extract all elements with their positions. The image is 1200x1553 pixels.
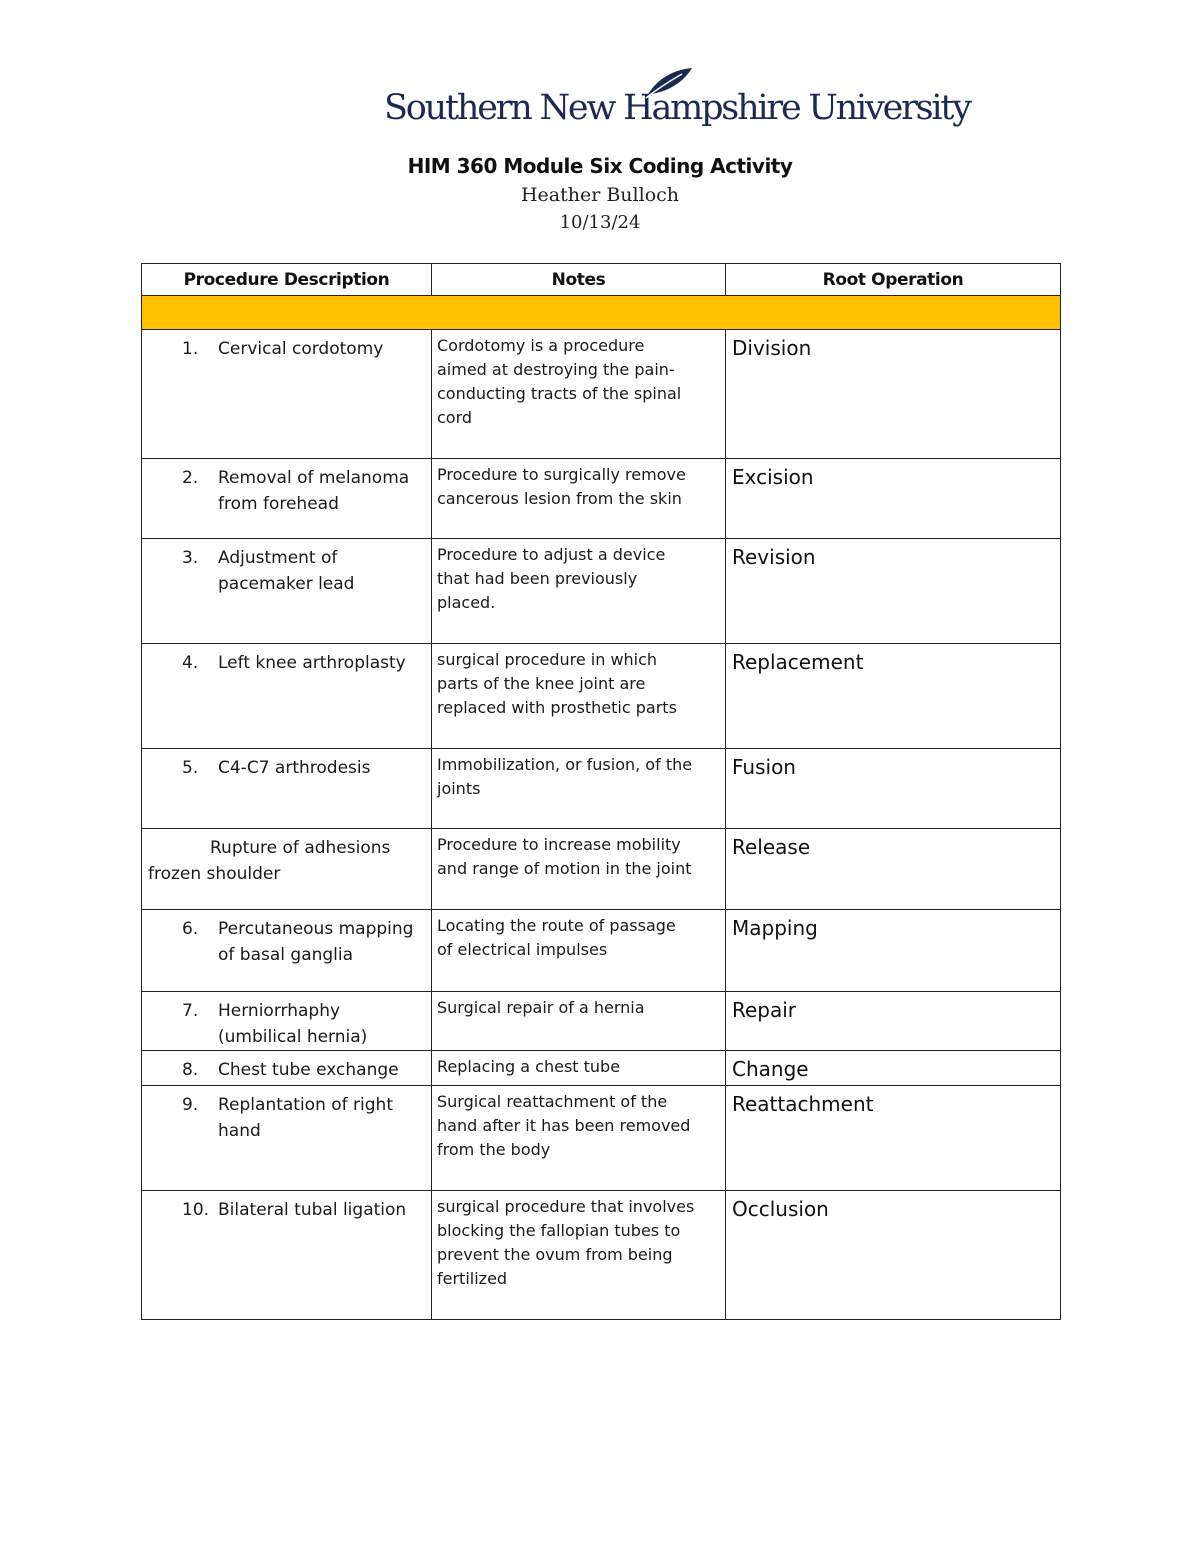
notes-cell: Immobilization, or fusion, of the joints <box>432 749 726 829</box>
notes-cell: Surgical reattachment of the hand after it has been removed from the body <box>432 1086 726 1191</box>
procedure-cell <box>142 539 432 644</box>
table-row <box>142 644 1061 749</box>
procedure-cell <box>142 644 432 749</box>
procedure-cell <box>142 992 432 1051</box>
procedure-number: 3. <box>182 548 199 568</box>
procedure-cell <box>142 1191 432 1320</box>
procedure-description: C4-C7 arthrodesis <box>218 758 371 778</box>
notes-cell: Procedure to surgically remove cancerous lesion from the skin <box>432 459 726 539</box>
procedure-number: 9. <box>182 1095 199 1115</box>
table-row <box>142 330 1061 459</box>
notes-cell: Procedure to adjust a device that had been previously placed. <box>432 539 726 644</box>
header-notes: Notes <box>432 264 726 296</box>
root-operation-cell: Change <box>726 1051 1061 1086</box>
procedure-number: 1. <box>182 339 199 359</box>
procedure-description: Bilateral tubal ligation <box>218 1200 407 1220</box>
procedure-number: 6. <box>182 919 199 939</box>
header-root-operation: Root Operation <box>726 264 1061 296</box>
procedure-number: 7. <box>182 1001 199 1021</box>
root-operation-cell: Division <box>726 330 1061 459</box>
header-procedure-description: Procedure Description <box>142 264 432 296</box>
procedure-cell <box>142 330 432 459</box>
notes-cell: Surgical repair of a hernia <box>432 992 726 1051</box>
document-title: HIM 360 Module Six Coding Activity <box>407 154 793 178</box>
procedure-description: Herniorrhaphy (umbilical hernia) <box>218 1001 368 1047</box>
root-operation-cell: Repair <box>726 992 1061 1051</box>
root-operation-cell: Replacement <box>726 644 1061 749</box>
table-row <box>142 1086 1061 1191</box>
table-row <box>142 829 1061 910</box>
root-operation-cell: Mapping <box>726 910 1061 992</box>
table-row <box>142 910 1061 992</box>
procedure-number: 4. <box>182 653 199 673</box>
highlight-band <box>142 296 1061 330</box>
procedure-description: Adjustment of pacemaker lead <box>218 548 355 594</box>
procedure-description: Removal of melanoma from forehead <box>218 468 410 514</box>
table-row <box>142 1191 1061 1320</box>
table-row <box>142 992 1061 1051</box>
table-row <box>142 749 1061 829</box>
notes-cell: Locating the route of passage of electrical impulses <box>432 910 726 992</box>
procedure-cell <box>142 459 432 539</box>
procedure-description: Chest tube exchange <box>218 1060 399 1080</box>
procedure-description: Left knee arthroplasty <box>218 653 406 673</box>
highlight-band-row <box>142 296 1061 330</box>
logo-wordmark: Southern New Hampshire University <box>384 88 970 128</box>
author-name: Heather Bulloch <box>520 184 680 206</box>
procedure-cell <box>142 1051 432 1086</box>
table-header-row <box>142 264 1061 296</box>
table-row <box>142 539 1061 644</box>
coding-table <box>141 263 1061 1320</box>
procedure-number: 5. <box>182 758 199 778</box>
table-row <box>142 459 1061 539</box>
document-date: 10/13/24 <box>559 212 641 233</box>
root-operation-cell: Occlusion <box>726 1191 1061 1320</box>
notes-cell: Replacing a chest tube <box>432 1051 726 1086</box>
procedure-number: 8. <box>182 1060 199 1080</box>
table-row <box>142 1051 1061 1086</box>
root-operation-cell: Excision <box>726 459 1061 539</box>
root-operation-cell: Revision <box>726 539 1061 644</box>
procedure-cell <box>142 1086 432 1191</box>
procedure-description: Percutaneous mapping of basal ganglia <box>218 919 414 965</box>
notes-cell: surgical procedure in which parts of the knee joint are replaced with prosthetic parts <box>432 644 726 749</box>
root-operation-cell: Reattachment <box>726 1086 1061 1191</box>
feather-leaf-icon <box>634 64 694 104</box>
procedure-description: Replantation of right hand <box>218 1095 393 1141</box>
notes-cell: surgical procedure that involves blocking the fallopian tubes to prevent the ovum from being fertilized <box>432 1191 726 1320</box>
root-operation-cell: Release <box>726 829 1061 910</box>
notes-cell: Procedure to increase mobility and range of motion in the joint <box>432 829 726 910</box>
procedure-description: Rupture of adhesions frozen shoulder <box>148 838 391 884</box>
notes-cell: Cordotomy is a procedure aimed at destroying the pain-conducting tracts of the spinal cord <box>432 330 726 459</box>
procedure-cell <box>142 749 432 829</box>
procedure-number: 2. <box>182 468 199 488</box>
root-operation-cell: Fusion <box>726 749 1061 829</box>
procedure-description: Cervical cordotomy <box>218 339 384 359</box>
procedure-cell <box>142 910 432 992</box>
procedure-number: 10. <box>182 1200 210 1220</box>
university-logo <box>384 64 970 144</box>
procedure-cell <box>142 829 432 910</box>
